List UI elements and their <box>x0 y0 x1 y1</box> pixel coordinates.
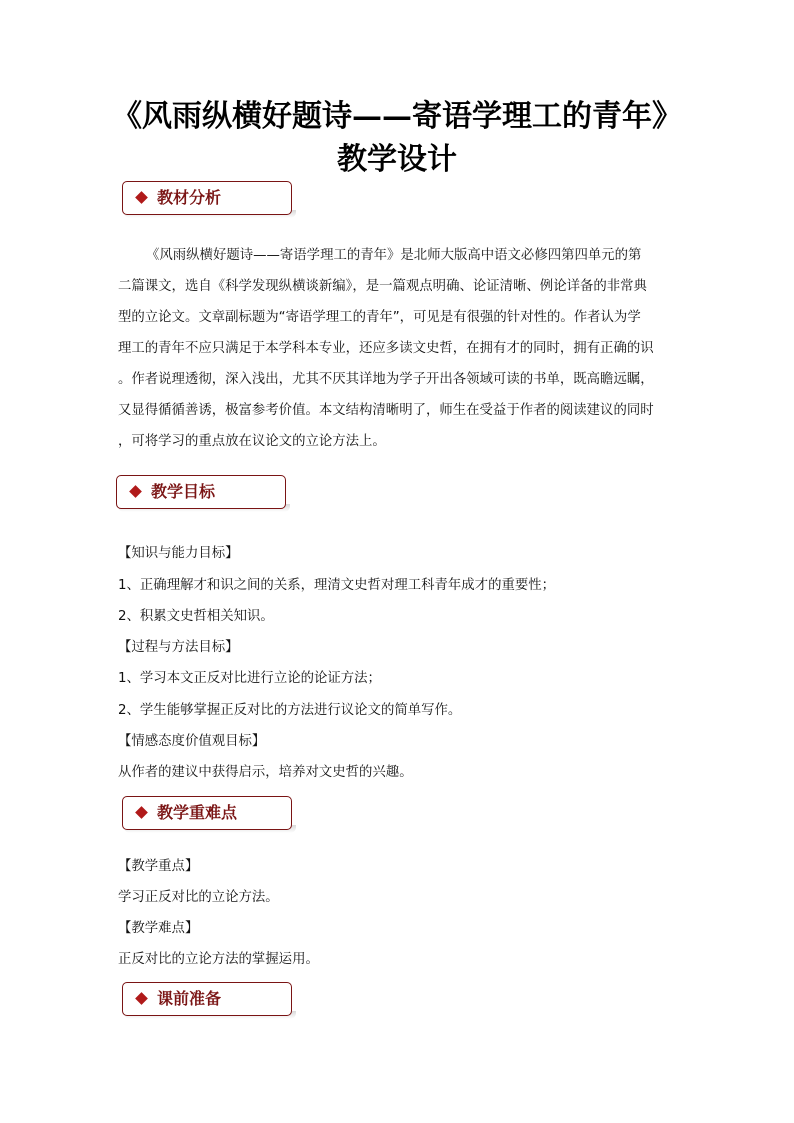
section-heading-label: 课前准备 <box>157 989 222 1008</box>
section-heading-analysis <box>122 181 292 215</box>
document-title-line2: 教学设计 <box>337 142 457 177</box>
paragraph-line: 《风雨纵横好题诗——寄语学理工的青年》是北师大版高中语文必修四第四单元的第 <box>146 248 642 263</box>
paragraph-line: 二篇课文，选自《科学发现纵横谈新编》，是一篇观点明确、论证清晰、例论详备的非常典 <box>118 279 647 294</box>
section-heading-label: 教学目标 <box>151 482 216 501</box>
document-title-line1: 《风雨纵横好题诗——寄语学理工的青年》 <box>112 99 682 134</box>
paragraph-line: 。作者说理透彻，深入浅出，尤其不厌其详地为学子开出各领域可读的书单，既高瞻远瞩， <box>118 372 654 387</box>
section-heading-label: 教材分析 <box>157 188 222 207</box>
paragraph-line: 理工的青年不应只满足于本学科本专业，还应多读文史哲，在拥有才的同时，拥有正确的识 <box>118 341 654 356</box>
diamond-icon <box>129 485 142 498</box>
emotion-item-1: 从作者的建议中获得启示，培养对文史哲的兴趣。 <box>118 765 413 780</box>
difficulty-heading: 【教学难点】 <box>118 921 199 936</box>
emotion-heading: 【情感态度价值观目标】 <box>118 734 266 749</box>
paragraph-line: 又显得循循善诱，极富参考价值。本文结构清晰明了，师生在受益于作者的阅读建议的同时 <box>118 403 654 418</box>
focus-text: 学习正反对比的立论方法。 <box>118 890 279 905</box>
section-heading-objectives <box>116 475 286 509</box>
focus-heading: 【教学重点】 <box>118 859 199 874</box>
knowledge-item-1: 1、正确理解才和识之间的关系，理清文史哲对理工科青年成才的重要性； <box>118 578 556 593</box>
knowledge-heading: 【知识与能力目标】 <box>118 546 239 561</box>
section-heading-preparation <box>122 982 292 1016</box>
difficulty-text: 正反对比的立论方法的掌握运用。 <box>118 952 319 967</box>
process-heading: 【过程与方法目标】 <box>118 640 239 655</box>
process-item-1: 1、学习本文正反对比进行立论的论证方法； <box>118 671 381 686</box>
diamond-icon <box>135 806 148 819</box>
section-heading-keypoints <box>122 796 292 830</box>
process-item-2: 2、学生能够掌握正反对比的方法进行议论文的简单写作。 <box>118 703 462 718</box>
paragraph-line: 型的立论文。文章副标题为“寄语学理工的青年”，可见是有很强的针对性的。作者认为学 <box>118 310 641 325</box>
knowledge-item-2: 2、积累文史哲相关知识。 <box>118 609 274 624</box>
paragraph-line: ，可将学习的重点放在议论文的立论方法上。 <box>118 434 386 449</box>
diamond-icon <box>135 191 148 204</box>
section-heading-label: 教学重难点 <box>157 803 238 822</box>
diamond-icon <box>135 992 148 1005</box>
analysis-paragraph <box>118 240 678 457</box>
